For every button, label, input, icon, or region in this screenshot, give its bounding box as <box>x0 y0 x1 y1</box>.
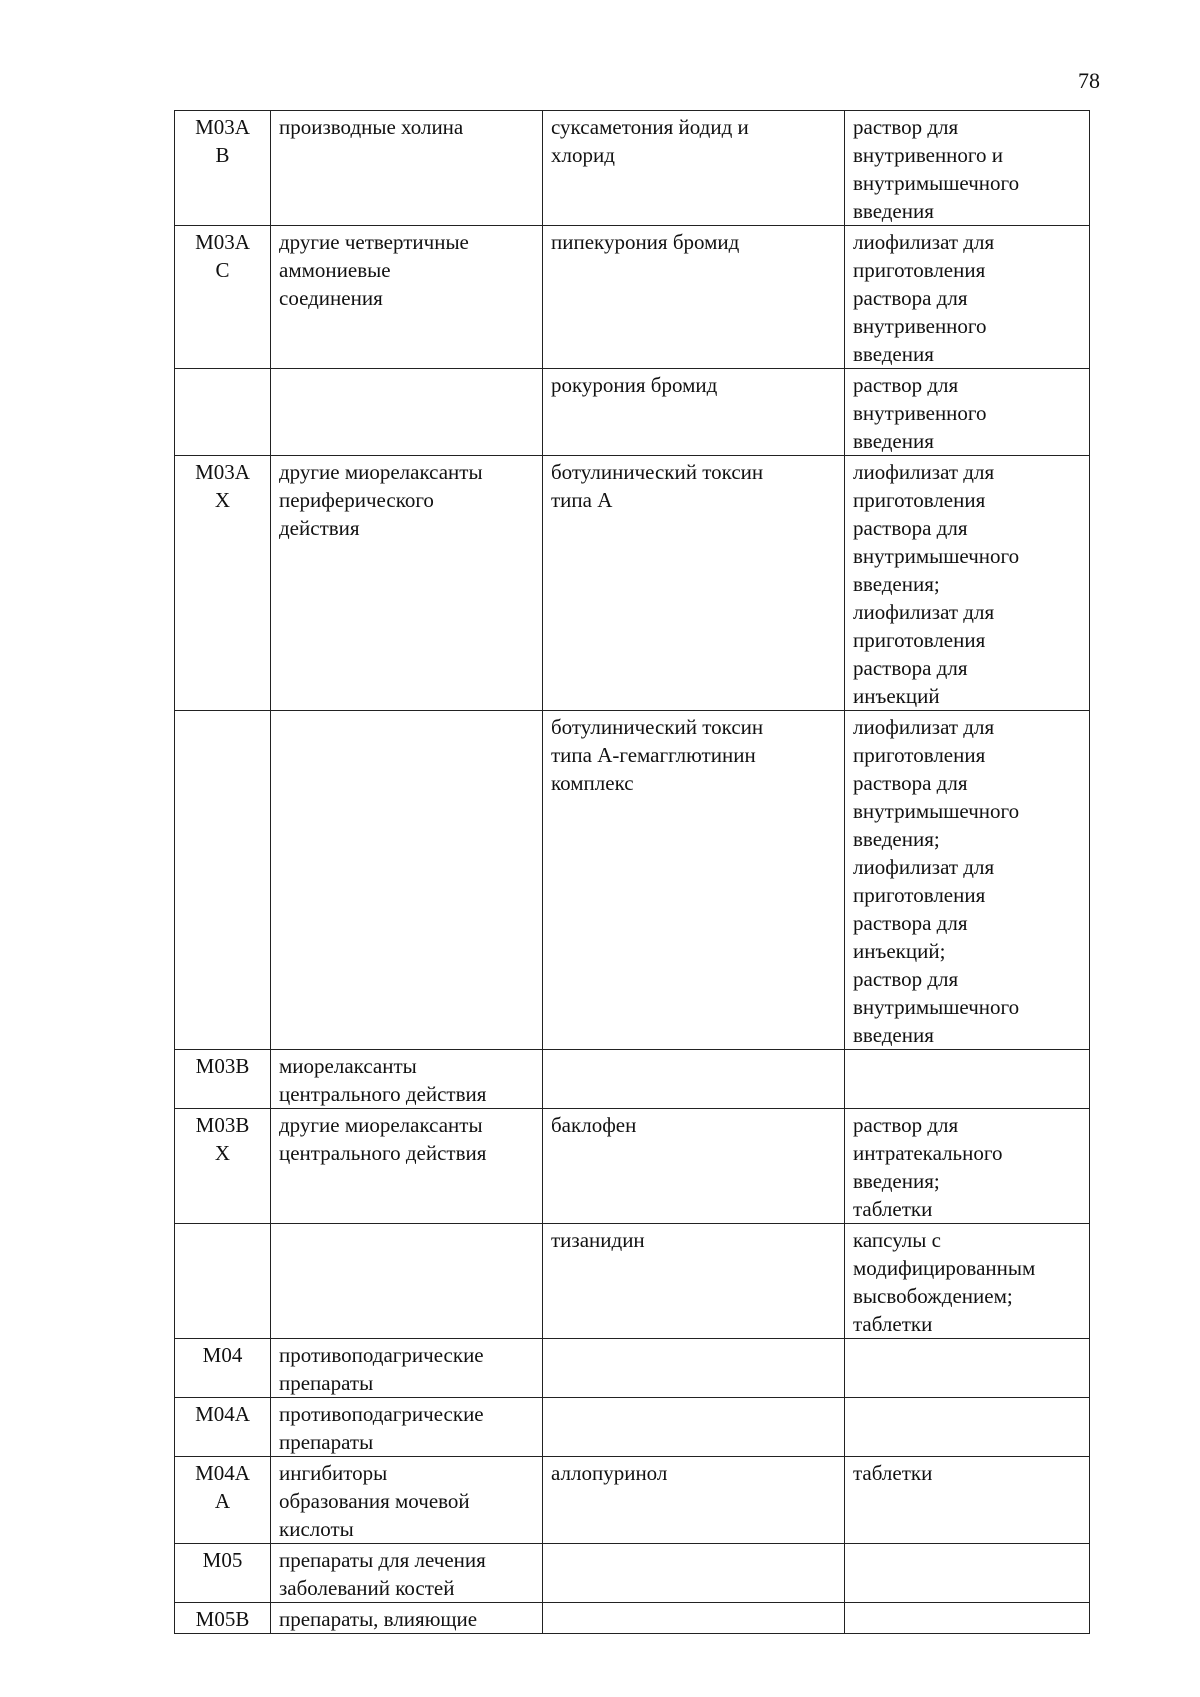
group-name-cell <box>271 369 543 456</box>
atc-code-cell: M03B <box>175 1050 271 1109</box>
group-name-cell: другие четвертичные аммониевые соединения <box>271 226 543 369</box>
group-name-cell: производные холина <box>271 111 543 226</box>
dosage-form-cell <box>845 1050 1090 1109</box>
dosage-form-cell <box>845 1398 1090 1457</box>
dosage-form-cell <box>845 1544 1090 1603</box>
atc-code-cell: M04A <box>175 1398 271 1457</box>
substance-cell: суксаметония йодид и хлорид <box>543 111 845 226</box>
group-name-cell <box>271 1224 543 1339</box>
dosage-form-cell: раствор для внутривенного и внутримышечного введения <box>845 111 1090 226</box>
dosage-form-cell: капсулы с модифицированным высвобождением; таблетки <box>845 1224 1090 1339</box>
atc-code-cell: M03A B <box>175 111 271 226</box>
substance-cell <box>543 1603 845 1634</box>
group-name-cell: противоподагрические препараты <box>271 1339 543 1398</box>
group-name-cell: ингибиторы образования мочевой кислоты <box>271 1457 543 1544</box>
table-row <box>175 1457 1090 1544</box>
table-row <box>175 456 1090 711</box>
atc-code-cell <box>175 1224 271 1339</box>
table-row <box>175 711 1090 1050</box>
dosage-form-cell <box>845 1603 1090 1634</box>
drug-classification-table <box>174 110 1090 1634</box>
table-row <box>175 1050 1090 1109</box>
table-row <box>175 1109 1090 1224</box>
atc-code-cell: M03A X <box>175 456 271 711</box>
atc-code-cell: M05B <box>175 1603 271 1634</box>
substance-cell: тизанидин <box>543 1224 845 1339</box>
group-name-cell: миорелаксанты центрального действия <box>271 1050 543 1109</box>
table-row <box>175 1603 1090 1634</box>
substance-cell: ботулинический токсин типа А <box>543 456 845 711</box>
dosage-form-cell <box>845 1339 1090 1398</box>
dosage-form-cell: лиофилизат для приготовления раствора для внутримышечного введения; лиофилизат для приготовления раствора для инъекций; раствор для внутримышечного введения <box>845 711 1090 1050</box>
dosage-form-cell: раствор для внутривенного введения <box>845 369 1090 456</box>
table-row <box>175 1339 1090 1398</box>
table-row <box>175 226 1090 369</box>
substance-cell <box>543 1339 845 1398</box>
substance-cell: пипекурония бромид <box>543 226 845 369</box>
group-name-cell: противоподагрические препараты <box>271 1398 543 1457</box>
substance-cell <box>543 1398 845 1457</box>
atc-code-cell <box>175 369 271 456</box>
dosage-form-cell: лиофилизат для приготовления раствора для внутримышечного введения; лиофилизат для приготовления раствора для инъекций <box>845 456 1090 711</box>
substance-cell: рокурония бромид <box>543 369 845 456</box>
atc-code-cell <box>175 711 271 1050</box>
group-name-cell <box>271 711 543 1050</box>
substance-cell <box>543 1544 845 1603</box>
dosage-form-cell: лиофилизат для приготовления раствора для внутривенного введения <box>845 226 1090 369</box>
table-row <box>175 1398 1090 1457</box>
substance-cell <box>543 1050 845 1109</box>
group-name-cell: препараты, влияющие <box>271 1603 543 1634</box>
substance-cell: баклофен <box>543 1109 845 1224</box>
atc-code-cell: M05 <box>175 1544 271 1603</box>
table-row <box>175 369 1090 456</box>
dosage-form-cell: таблетки <box>845 1457 1090 1544</box>
substance-cell: аллопуринол <box>543 1457 845 1544</box>
group-name-cell: другие миорелаксанты периферического действия <box>271 456 543 711</box>
table-row <box>175 1544 1090 1603</box>
substance-cell: ботулинический токсин типа А-гемагглютинин комплекс <box>543 711 845 1050</box>
group-name-cell: препараты для лечения заболеваний костей <box>271 1544 543 1603</box>
table-row <box>175 1224 1090 1339</box>
atc-code-cell: M04 <box>175 1339 271 1398</box>
atc-code-cell: M04A A <box>175 1457 271 1544</box>
table-row <box>175 111 1090 226</box>
page-number: 78 <box>1078 68 1100 93</box>
dosage-form-cell: раствор для интратекального введения; таблетки <box>845 1109 1090 1224</box>
atc-code-cell: M03B X <box>175 1109 271 1224</box>
atc-code-cell: M03A C <box>175 226 271 369</box>
group-name-cell: другие миорелаксанты центрального действия <box>271 1109 543 1224</box>
